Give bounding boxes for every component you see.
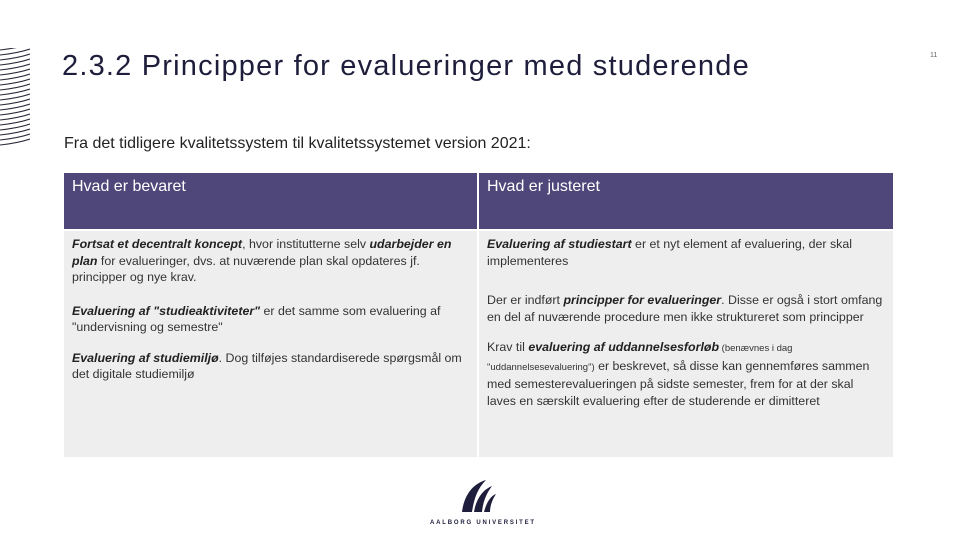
preserved-item: Evaluering af studiemiljø. Dog tilføjes standardiserede spørgsmål om det digitale studiemiljø — [72, 350, 462, 381]
table-header-adjusted: Hvad er justeret — [479, 173, 893, 229]
table-header-preserved: Hvad er bevaret — [64, 173, 477, 229]
preserved-item: Evaluering af "studieaktiviteter" er det samme som evaluering af "undervisning og semestre" — [72, 303, 441, 334]
table-cell-preserved — [64, 231, 477, 457]
adjusted-item: Der er indført principper for evalueringer. Disse er også i stort omfang en del af nuværende procedure men ikke struktureret som principper — [487, 293, 883, 324]
comparison-table — [64, 173, 893, 457]
page-number: 11 — [930, 52, 938, 59]
adjusted-item: Evaluering af studiestart er et nyt element af evaluering, der skal implementeres — [487, 237, 853, 268]
adjusted-item: Krav til evaluering af uddannelsesforløb (benævnes i dag "uddannelsesevaluering") er beskrevet, så disse kan gennemføres sammen med semesterevalueringen på sidste semester, frem for at der skal laves en særskilt evaluering efter de studerende er dimitteret — [487, 340, 870, 408]
preserved-item: Fortsat et decentralt koncept, hvor institutterne selv udarbejder en plan for evalueringer, dvs. at nuværende plan skal opdateres jf. principper og nye krav. — [72, 237, 452, 284]
intro-text: Fra det tidligere kvalitetssystem til kvalitetssystemet version 2021: — [64, 135, 531, 152]
wave-lines-decoration — [0, 48, 30, 146]
aalborg-university-logo — [430, 478, 530, 518]
logo-text: AALBORG UNIVERSITET — [430, 520, 536, 526]
table-cell-adjusted — [479, 231, 893, 457]
page-title: 2.3.2 Principper for evalueringer med studerende — [62, 50, 750, 82]
